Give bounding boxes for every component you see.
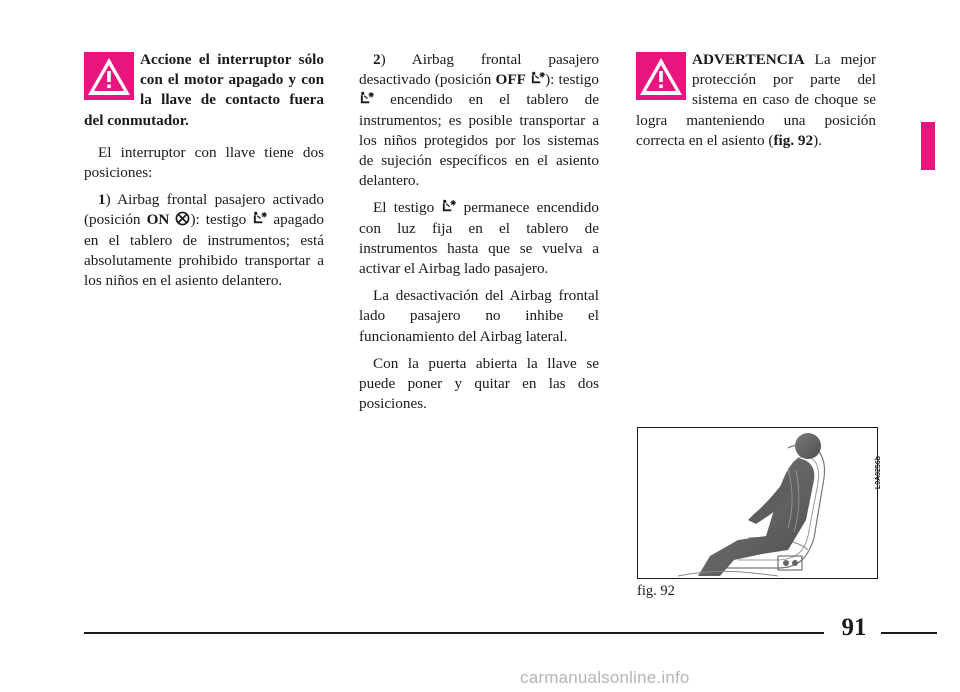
warning-triangle-icon (636, 52, 686, 100)
figure-92 (637, 427, 882, 579)
section-tab (921, 122, 935, 170)
page-number: 91 (841, 614, 867, 641)
airbag-off-indicator-icon (252, 211, 267, 226)
column-1 (84, 50, 324, 298)
airbag-on-symbol-icon (175, 211, 190, 226)
deactivation-paragraph: La desactivación del Airbag frontal lado pasajero no inhibe el funcionamiento del Airbag lateral. (359, 287, 599, 345)
warning-triangle-icon (84, 52, 134, 100)
column-3 (636, 50, 876, 158)
warning-text: Accione el interruptor sólo con el motor apagado y con la llave de contacto fuera del conmutador. (84, 51, 325, 129)
watermark: carmanualsonline.info (520, 668, 690, 687)
column-2 (359, 50, 599, 421)
door-paragraph: Con la puerta abierta la llave se puede poner y quitar en las dos posiciones. (359, 354, 599, 413)
figure-reference: fig. 92 (773, 131, 814, 149)
footer-rule-left (84, 632, 824, 634)
intro-paragraph: El interruptor con llave tiene dos posiciones: (84, 143, 324, 182)
item-1-paragraph: 1) Airbag frontal pasajero activado (posición ON ): testigo apagado en el tablero de instrumentos; está absolutamente prohibido transportar a los niños en el asiento delantero. (84, 191, 325, 290)
airbag-off-indicator-icon (530, 71, 545, 86)
footer-rule-right (881, 632, 937, 634)
advertencia-text: ADVERTENCIA La mejor protección por parte del sistema en caso de choque se logra manteniendo una posición correcta en el asiento (fig. 92). (636, 51, 876, 149)
indicator-paragraph: El testigo permanece encendido con luz fija en el tablero de instrumentos hasta que se vuelva a activar el Airbag lado pasajero. (359, 199, 599, 278)
item-2-paragraph: 2) Airbag frontal pasajero desactivado (posición OFF ): testigo encendido en el tablero de instrumentos; es posible transportar a los niños protegidos por los sistemas de sujeción específicos en el asiento delantero. (359, 51, 599, 190)
airbag-off-indicator-icon (359, 91, 374, 106)
airbag-off-indicator-icon (441, 199, 456, 214)
figure-caption: fig. 92 (637, 583, 675, 599)
seated-passenger-illustration (638, 428, 876, 577)
figure-code: L0A0256b (875, 456, 882, 490)
